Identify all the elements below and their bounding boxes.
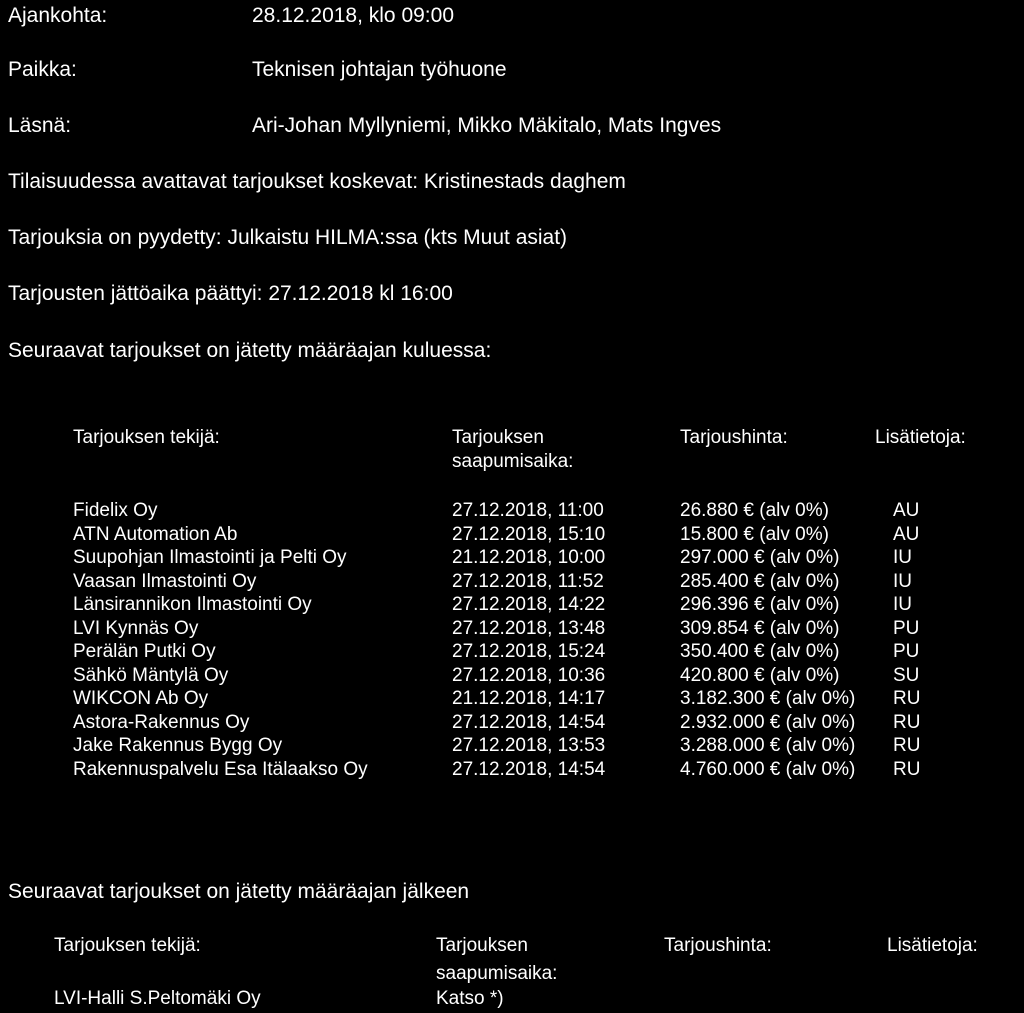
row-bidder: Astora-Rakennus Oy	[73, 711, 250, 733]
place-label: Paikka:	[8, 58, 77, 81]
table-row	[0, 687, 1024, 711]
row-received: 27.12.2018, 11:00	[452, 500, 604, 521]
col-header-price: Tarjoushinta:	[680, 427, 788, 448]
row-price: 350.400 € (alv 0%)	[680, 641, 840, 662]
row-price: 285.400 € (alv 0%)	[680, 570, 840, 592]
row-info: SU	[893, 664, 920, 686]
late-row-bidder: LVI-Halli S.Peltomäki Oy	[54, 988, 261, 1009]
row-price: 2.932.000 € (alv 0%)	[680, 711, 856, 733]
row-bidder: ATN Automation Ab	[73, 523, 238, 545]
row-bidder: Fidelix Oy	[73, 500, 158, 521]
row-price: 297.000 € (alv 0%)	[680, 547, 840, 568]
col-header-received-line2: saapumisaika:	[452, 450, 574, 472]
time-label: Ajankohta:	[8, 4, 108, 27]
row-info: RU	[893, 711, 921, 733]
row-info: IU	[893, 547, 912, 568]
table-row	[0, 664, 1024, 688]
row-received: 27.12.2018, 15:10	[452, 523, 606, 545]
col-header-bidder: Tarjouksen tekijä:	[73, 427, 220, 448]
row-info: AU	[893, 523, 920, 545]
row-received: 27.12.2018, 14:54	[452, 711, 606, 733]
table-row	[0, 499, 1024, 523]
row-info: RU	[893, 735, 921, 756]
row-price: 3.288.000 € (alv 0%)	[680, 735, 856, 756]
row-info: IU	[893, 570, 912, 592]
row-bidder: LVI Kynnäs Oy	[73, 617, 199, 639]
row-bidder: Rakennuspalvelu Esa Itälaakso Oy	[73, 758, 368, 780]
late-col-header-received-line2: saapumisaika:	[436, 963, 558, 984]
time-value: 28.12.2018, klo 09:00	[252, 4, 455, 27]
present-label: Läsnä:	[8, 114, 72, 137]
late-row-received: Katso *)	[436, 988, 504, 1009]
row-price: 15.800 € (alv 0%)	[680, 523, 829, 545]
place-value: Teknisen johtajan työhuone	[252, 58, 507, 81]
row-bidder: Suupohjan Ilmastointi ja Pelti Oy	[73, 547, 347, 568]
row-received: 27.12.2018, 15:24	[452, 641, 606, 662]
table-row	[0, 593, 1024, 617]
late-heading: Seuraavat tarjoukset on jätetty määräajan jälkeen	[8, 880, 470, 903]
table-row	[0, 711, 1024, 735]
row-received: 21.12.2018, 10:00	[452, 547, 606, 568]
row-price: 420.800 € (alv 0%)	[680, 664, 840, 686]
subject-line: Tilaisuudessa avattavat tarjoukset koskevat: Kristinestads daghem	[8, 170, 626, 193]
table-row	[0, 758, 1024, 782]
table-row	[0, 734, 1024, 758]
requested-line: Tarjouksia on pyydetty: Julkaistu HILMA:ssa (kts Muut asiat)	[8, 226, 568, 249]
row-bidder: Jake Rakennus Bygg Oy	[73, 735, 283, 756]
row-info: PU	[893, 641, 920, 662]
col-header-received-line1: Tarjouksen	[452, 427, 544, 448]
late-col-header-bidder: Tarjouksen tekijä:	[54, 935, 201, 956]
row-info: AU	[893, 500, 920, 521]
row-bidder: Perälän Putki Oy	[73, 641, 216, 662]
row-price: 3.182.300 € (alv 0%)	[680, 688, 856, 709]
table-row	[0, 617, 1024, 641]
row-price: 26.880 € (alv 0%)	[680, 500, 829, 521]
row-received: 27.12.2018, 13:48	[452, 617, 606, 639]
late-col-header-price: Tarjoushinta:	[664, 935, 772, 956]
row-received: 27.12.2018, 14:22	[452, 594, 606, 615]
row-info: RU	[893, 688, 921, 709]
row-info: IU	[893, 594, 912, 615]
row-price: 4.760.000 € (alv 0%)	[680, 758, 856, 780]
row-price: 309.854 € (alv 0%)	[680, 617, 840, 639]
row-bidder: Länsirannikon Ilmastointi Oy	[73, 594, 312, 615]
present-value: Ari-Johan Myllyniemi, Mikko Mäkitalo, Mats Ingves	[252, 114, 722, 137]
row-received: 27.12.2018, 14:54	[452, 758, 606, 780]
row-bidder: Vaasan Ilmastointi Oy	[73, 570, 257, 592]
row-info: PU	[893, 617, 920, 639]
table-row	[0, 640, 1024, 664]
row-received: 21.12.2018, 14:17	[452, 688, 606, 709]
table-row	[0, 546, 1024, 570]
row-received: 27.12.2018, 13:53	[452, 735, 606, 756]
late-col-header-info: Lisätietoja:	[887, 935, 978, 956]
deadline-line: Tarjousten jättöaika päättyi: 27.12.2018 kl 16:00	[8, 282, 453, 305]
col-header-info: Lisätietoja:	[875, 427, 966, 448]
row-bidder: Sähkö Mäntylä Oy	[73, 664, 229, 686]
table-row	[0, 570, 1024, 594]
late-col-header-received-line1: Tarjouksen	[436, 935, 528, 956]
col-header-received	[452, 426, 573, 473]
row-info: RU	[893, 758, 921, 780]
row-received: 27.12.2018, 11:52	[452, 570, 604, 592]
row-received: 27.12.2018, 10:36	[452, 664, 606, 686]
on-time-heading: Seuraavat tarjoukset on jätetty määräajan kuluessa:	[8, 339, 492, 362]
row-bidder: WIKCON Ab Oy	[73, 688, 209, 709]
row-price: 296.396 € (alv 0%)	[680, 594, 840, 615]
late-col-header-received	[436, 932, 557, 988]
table-row	[0, 523, 1024, 547]
